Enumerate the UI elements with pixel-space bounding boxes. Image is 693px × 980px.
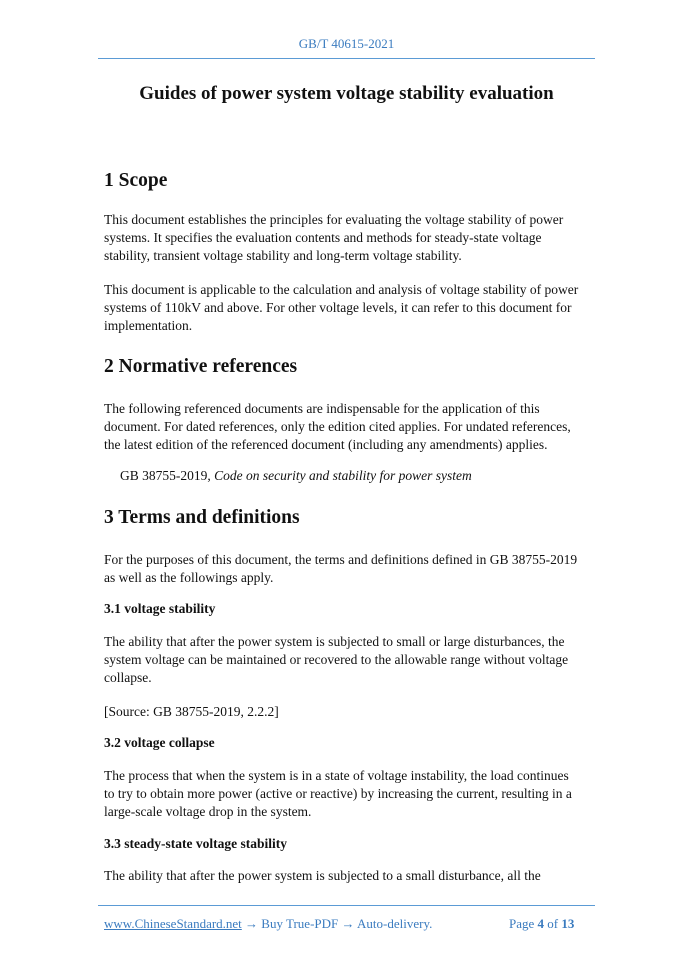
document-title: Guides of power system voltage stability evaluation	[139, 83, 554, 104]
text-line: The ability that after the power system is subjected to small or large disturbances, the	[104, 634, 565, 649]
normative-references-paragraph	[104, 400, 589, 453]
page-of-label: of	[547, 916, 559, 931]
section-heading-normative-references: 2 Normative references	[104, 356, 298, 377]
reference-code: GB 38755-2019,	[120, 468, 211, 483]
scope-paragraph-1	[104, 211, 589, 264]
auto-delivery-text: Auto-delivery.	[357, 916, 433, 931]
text-line: document. For dated references, only the edition cited applies. For undated references,	[104, 418, 571, 434]
term-heading-voltage-stability: 3.1 voltage stability	[104, 601, 216, 616]
text-line: systems. It specifies the evaluation contents and methods for steady-state voltage	[104, 229, 542, 245]
text-line: The ability that after the power system is subjected to a small disturbance, all the	[104, 868, 541, 883]
text-line: stability, transient voltage stability and long-term voltage stability.	[104, 247, 462, 263]
text-line: to try to obtain more power (active or reactive) by increasing the current, resulting in a	[104, 785, 572, 801]
document-number-header: GB/T 40615-2021	[298, 36, 395, 51]
term-heading-voltage-collapse: 3.2 voltage collapse	[104, 735, 215, 750]
text-line: large-scale voltage drop in the system.	[104, 803, 312, 819]
page-indicator	[509, 916, 574, 932]
section-heading-terms-and-definitions: 3 Terms and definitions	[104, 507, 300, 528]
footer-purchase-line	[104, 916, 432, 932]
buy-true-pdf-text: Buy True-PDF	[261, 916, 339, 931]
arrow-right-icon: →	[341, 916, 355, 931]
text-line: implementation.	[104, 317, 193, 333]
text-line: collapse.	[104, 669, 152, 685]
term-definition-voltage-collapse	[104, 767, 589, 820]
terms-intro-paragraph	[104, 551, 589, 587]
text-line: This document is applicable to the calculation and analysis of voltage stability of power	[104, 282, 579, 297]
term-source-note: [Source: GB 38755-2019, 2.2.2]	[104, 704, 279, 719]
website-link[interactable]: www.ChineseStandard.net	[104, 916, 242, 931]
footer-divider	[98, 905, 595, 906]
arrow-right-icon: →	[245, 916, 259, 931]
header-divider	[98, 58, 595, 59]
text-line: The following referenced documents are indispensable for the application of this	[104, 401, 540, 416]
text-line: systems of 110kV and above. For other voltage levels, it can refer to this document for	[104, 299, 572, 315]
text-line: the latest edition of the referenced document (including any amendments) applies.	[104, 436, 548, 452]
term-heading-steady-state-voltage-stability: 3.3 steady-state voltage stability	[104, 836, 287, 851]
text-line: For the purposes of this document, the terms and definitions defined in GB 38755-2019	[104, 552, 578, 567]
text-line: The process that when the system is in a state of voltage instability, the load continues	[104, 768, 569, 783]
text-line: system voltage can be maintained or recovered to the allowable range without voltage	[104, 651, 569, 667]
text-line: as well as the followings apply.	[104, 569, 274, 585]
term-definition-steady-state-voltage-stability	[104, 867, 589, 885]
text-line: This document establishes the principles for evaluating the voltage stability of power	[104, 212, 564, 227]
page-current: 4	[537, 916, 545, 931]
page-label: Page	[509, 916, 535, 931]
term-definition-voltage-stability	[104, 633, 589, 686]
section-heading-scope: 1 Scope	[104, 170, 168, 191]
page-total: 13	[561, 916, 575, 931]
reference-title: Code on security and stability for power system	[214, 468, 472, 483]
normative-reference-item	[120, 468, 472, 484]
scope-paragraph-2	[104, 281, 589, 334]
